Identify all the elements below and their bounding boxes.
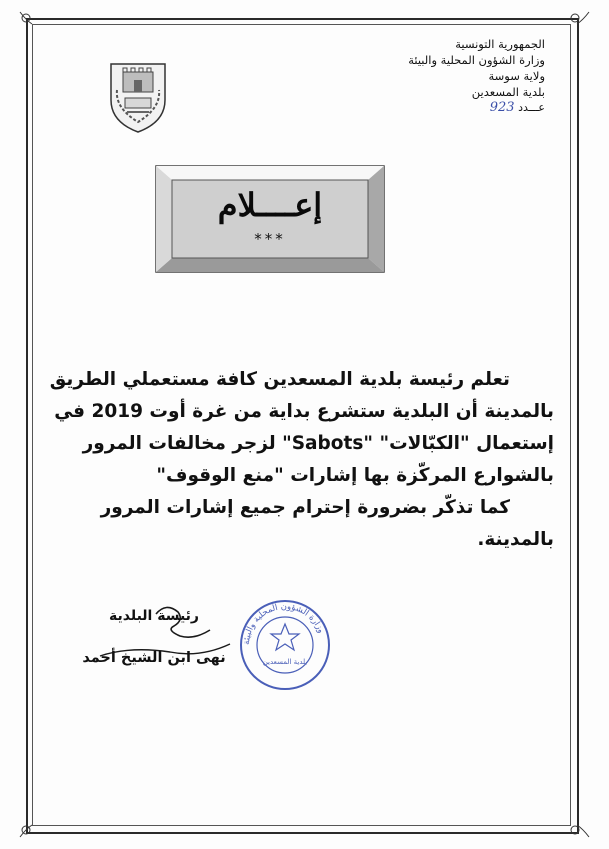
body-line: كما تذكّر بضرورة إحترام جميع إشارات المرور [100,497,510,518]
title-stars: *** [254,230,286,248]
stamp-outer-text: وزارة الشؤون المحلية والبيئة [241,601,326,646]
body-line: إستعمال "الكبّالات" "Sabots" لزجر مخالفات المرور [82,433,554,454]
municipality-name: بلدية المسعدين [471,85,545,99]
stamp-inner-text: بلدية المسعدين [262,658,308,666]
notice-body [49,364,554,556]
svg-text:وزارة الشؤون المحلية والبيئة [242,602,326,645]
republic-name: الجمهورية التونسية [455,37,545,51]
reference-number [345,100,545,116]
body-line: بالشوارع المركّزة بها إشارات "منع الوقوف" [156,465,554,486]
governorate-name: ولاية سوسة [488,69,545,83]
signatory-name: نهى ابن الشيخ أحمد [82,650,226,666]
body-line: بالمدينة أن البلدية ستشرع بداية من غرة أوت 2019 في [54,401,554,422]
body-line: بالمدينة. [477,529,554,550]
notice-title: إعــــلام [217,186,323,224]
ministry-name: وزارة الشؤون المحلية والبيئة [408,53,545,67]
municipality-emblem-icon [107,60,169,134]
body-line: تعلم رئيسة بلدية المسعدين كافة مستعملي الطريق [49,369,510,390]
signature-block [74,605,234,669]
letterhead [345,36,545,116]
reference-value: 923 [489,100,515,115]
signatory-role: رئيسة البلدية [109,608,199,624]
official-stamp [238,598,332,692]
reference-label: عـــدد [518,101,545,114]
